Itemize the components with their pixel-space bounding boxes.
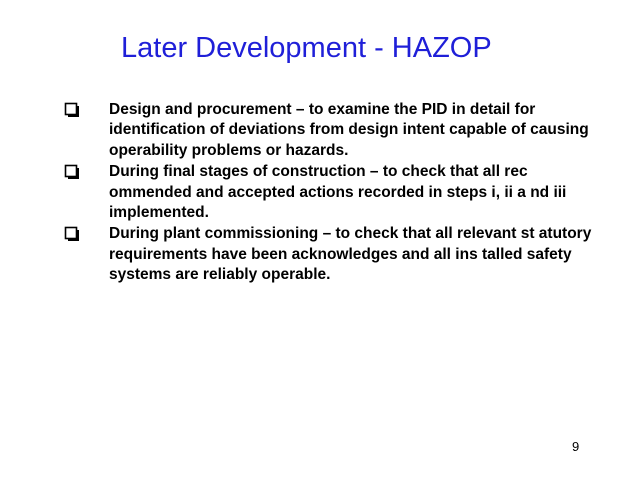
checkbox-square-icon	[64, 164, 80, 180]
bullet-item	[64, 162, 604, 223]
bullet-text: During plant commissioning – to check that all relevant st atutory requirements have been acknowledges and all ins talled safety systems are reliably operable.	[109, 225, 592, 284]
bullet-text: Design and procurement – to examine the PID in detail for identification of deviations from design intent capable of causing operability problems or hazards.	[109, 101, 589, 159]
checkbox-square-icon	[64, 226, 80, 242]
slide-title: Later Development - HAZOP	[121, 32, 492, 64]
checkbox-square-icon	[64, 102, 80, 118]
bullet-item	[64, 100, 604, 161]
bullet-item	[64, 224, 604, 285]
bullet-list	[64, 100, 604, 287]
bullet-text: During final stages of construction – to check that all rec ommended and accepted actions recorded in steps i, ii a nd iii implemented.	[109, 163, 567, 222]
page-number: 9	[572, 439, 580, 454]
